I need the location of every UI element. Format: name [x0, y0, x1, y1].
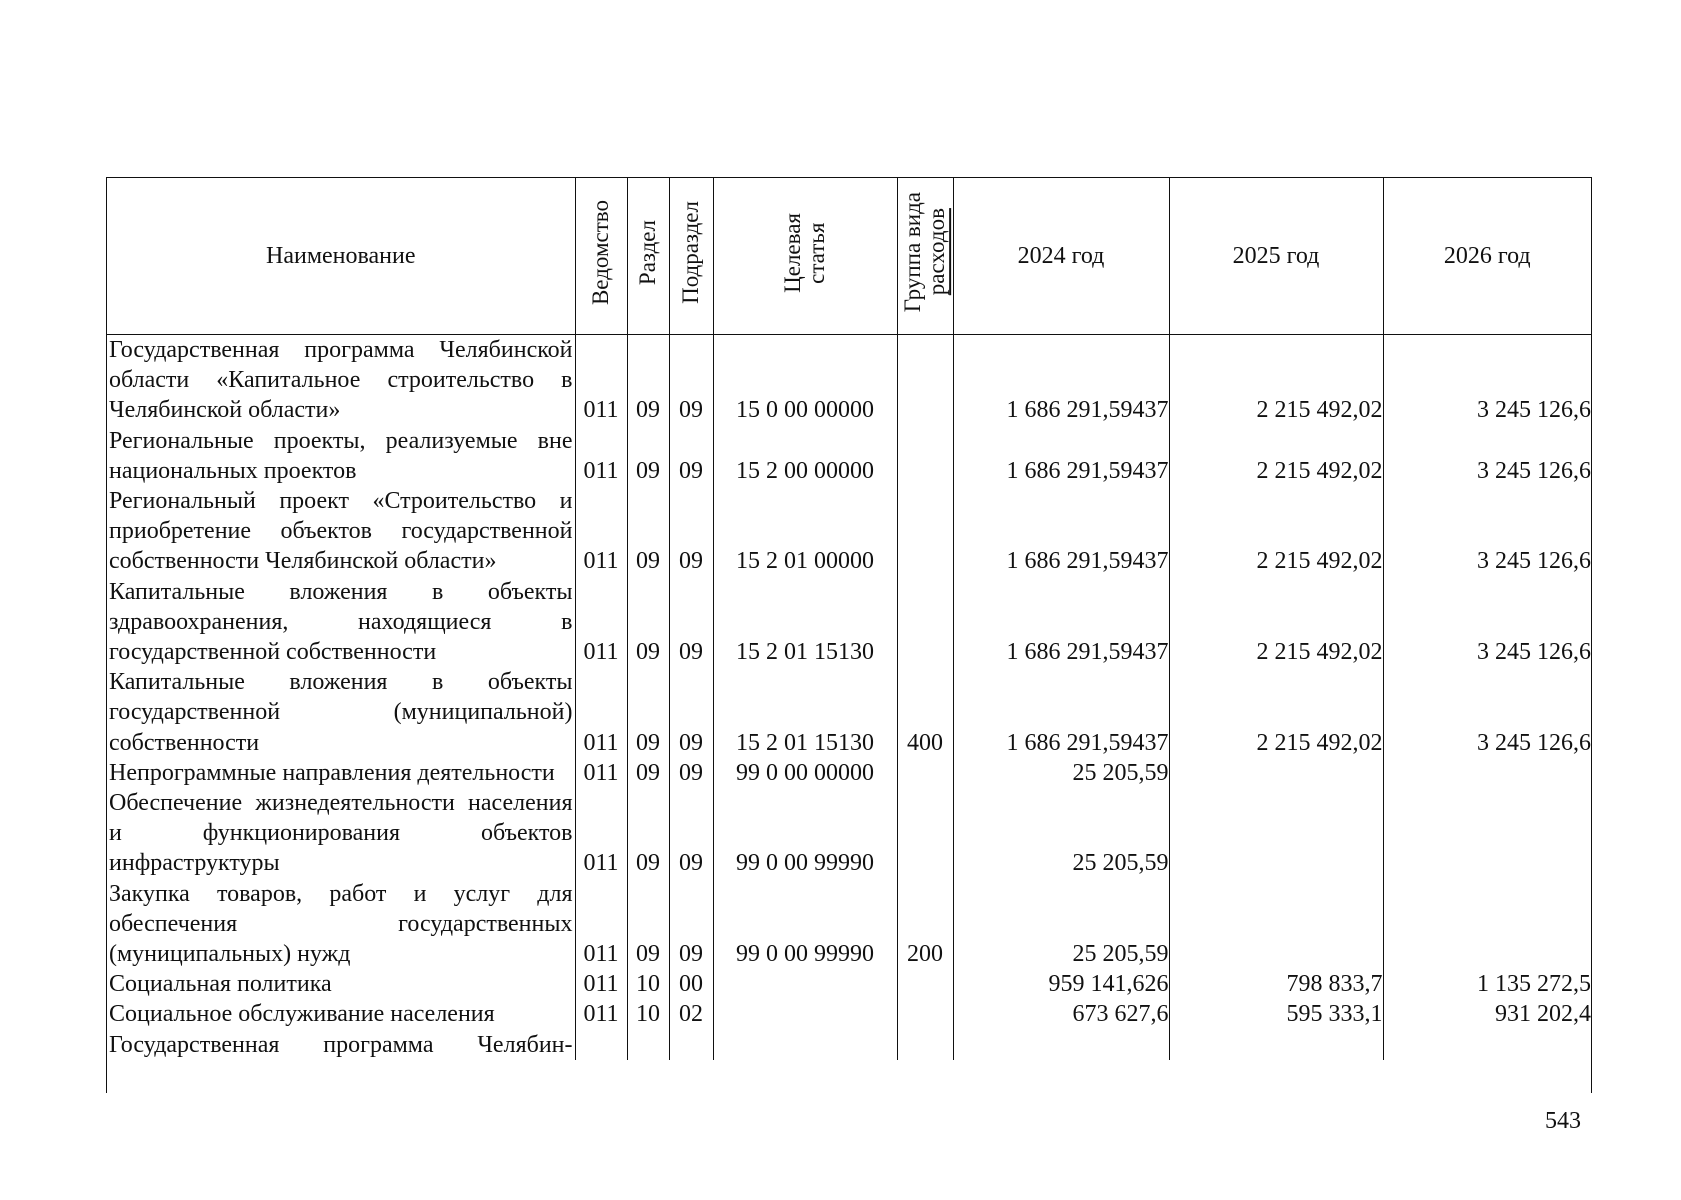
row-target: 15 2 01 15130 [713, 667, 897, 758]
header-dept: Ведомство [575, 178, 627, 335]
row-section: 09 [627, 879, 669, 970]
header-2024: 2024 год [953, 178, 1169, 335]
row-section: 09 [627, 788, 669, 879]
row-target [713, 969, 897, 999]
row-name: Обеспечение жизнедеятельности населения и функционирования объектов инфраструктуры [109, 790, 573, 877]
row-2024: 1 686 291,59437 [953, 335, 1169, 426]
row-subsection: 02 [669, 999, 713, 1029]
row-group [897, 335, 953, 426]
row-dept: 011 [575, 335, 627, 426]
table-row [107, 969, 1591, 999]
row-name: Региональный проект «Строительство и приобретение объектов государственной собственности Челябинской области» [109, 488, 573, 575]
row-group [897, 426, 953, 486]
row-name: Капитальные вложения в объекты здравоохранения, находящиеся в государственной собственности [109, 578, 573, 666]
budget-table-sheet [106, 177, 1592, 1093]
row-subsection: 09 [669, 426, 713, 486]
row-subsection [669, 1030, 713, 1060]
row-2026 [1383, 788, 1591, 879]
header-subsection: Подраздел [669, 178, 713, 335]
row-2025: 2 215 492,02 [1169, 486, 1383, 577]
row-group [897, 577, 953, 668]
row-2026: 931 202,4 [1383, 999, 1591, 1029]
row-subsection: 09 [669, 758, 713, 788]
table-row [107, 1030, 1591, 1060]
row-dept: 011 [575, 577, 627, 668]
row-target [713, 1030, 897, 1060]
row-dept: 011 [575, 879, 627, 970]
budget-table [107, 178, 1591, 1060]
row-name: Государственная программа Челябин- [109, 1031, 573, 1058]
row-section: 09 [627, 335, 669, 426]
row-2024 [953, 1030, 1169, 1060]
row-2025 [1169, 788, 1383, 879]
row-section [627, 1030, 669, 1060]
row-subsection: 09 [669, 486, 713, 577]
header-section: Раздел [627, 178, 669, 335]
row-2024: 25 205,59 [953, 788, 1169, 879]
table-row [107, 486, 1591, 577]
row-dept: 011 [575, 486, 627, 577]
row-subsection: 09 [669, 577, 713, 668]
row-name: Капитальные вложения в объекты государственной (муниципальной) собственности [109, 669, 573, 756]
row-dept: 011 [575, 999, 627, 1029]
row-subsection: 09 [669, 667, 713, 758]
table-row [107, 577, 1591, 668]
header-2026: 2026 год [1383, 178, 1591, 335]
row-dept [575, 1030, 627, 1060]
table-row [107, 879, 1591, 970]
table-row [107, 426, 1591, 486]
row-dept: 011 [575, 788, 627, 879]
row-group [897, 999, 953, 1029]
row-name: Социальное обслуживание населения [109, 1001, 495, 1028]
row-name: Социальная политика [109, 971, 332, 998]
row-section: 09 [627, 486, 669, 577]
row-2026: 3 245 126,6 [1383, 486, 1591, 577]
header-target: Целевая статья [713, 178, 897, 335]
row-section: 09 [627, 577, 669, 668]
row-2025 [1169, 879, 1383, 970]
row-2026 [1383, 758, 1591, 788]
row-group: 200 [897, 879, 953, 970]
row-2025: 2 215 492,02 [1169, 335, 1383, 426]
row-dept: 011 [575, 758, 627, 788]
row-name: Государственная программа Челябинской области «Капитальное строительство в Челябинской области» [109, 337, 573, 424]
header-group: Группа вида расходов [897, 178, 953, 335]
row-group [897, 788, 953, 879]
row-group [897, 758, 953, 788]
row-2025 [1169, 758, 1383, 788]
row-2024: 1 686 291,59437 [953, 426, 1169, 486]
row-2025: 2 215 492,02 [1169, 577, 1383, 668]
row-2025 [1169, 1030, 1383, 1060]
row-section: 09 [627, 426, 669, 486]
table-row [107, 758, 1591, 788]
table-row [107, 788, 1591, 879]
row-2024: 1 686 291,59437 [953, 486, 1169, 577]
table-row [107, 335, 1591, 426]
row-subsection: 09 [669, 335, 713, 426]
table-row [107, 999, 1591, 1029]
row-2026: 3 245 126,6 [1383, 426, 1591, 486]
page-number: 543 [1545, 1108, 1581, 1134]
row-target: 99 0 00 99990 [713, 879, 897, 970]
row-2025: 2 215 492,02 [1169, 667, 1383, 758]
row-2024: 1 686 291,59437 [953, 667, 1169, 758]
row-2026: 3 245 126,6 [1383, 667, 1591, 758]
row-section: 09 [627, 758, 669, 788]
row-2024: 25 205,59 [953, 879, 1169, 970]
row-target [713, 999, 897, 1029]
row-2026: 1 135 272,5 [1383, 969, 1591, 999]
row-2025: 798 833,7 [1169, 969, 1383, 999]
row-group [897, 1030, 953, 1060]
row-2025: 2 215 492,02 [1169, 426, 1383, 486]
row-target: 99 0 00 00000 [713, 758, 897, 788]
row-group [897, 486, 953, 577]
row-section: 10 [627, 999, 669, 1029]
row-2024: 673 627,6 [953, 999, 1169, 1029]
row-target: 15 0 00 00000 [713, 335, 897, 426]
row-name: Закупка товаров, работ и услуг для обеспечения государственных (муниципальных) нужд [109, 880, 573, 968]
row-section: 10 [627, 969, 669, 999]
row-target: 99 0 00 99990 [713, 788, 897, 879]
row-2026 [1383, 879, 1591, 970]
row-name: Непрограммные направления деятельности [109, 759, 555, 786]
table-row [107, 667, 1591, 758]
row-2024: 1 686 291,59437 [953, 577, 1169, 668]
header-2025: 2025 год [1169, 178, 1383, 335]
row-dept: 011 [575, 667, 627, 758]
row-name: Региональные проекты, реализуемые вне национальных проектов [109, 427, 573, 484]
row-dept: 011 [575, 969, 627, 999]
row-subsection: 00 [669, 969, 713, 999]
row-2026 [1383, 1030, 1591, 1060]
row-subsection: 09 [669, 879, 713, 970]
header-name: Наименование [107, 178, 575, 335]
row-2024: 959 141,626 [953, 969, 1169, 999]
row-section: 09 [627, 667, 669, 758]
row-2025: 595 333,1 [1169, 999, 1383, 1029]
row-2026: 3 245 126,6 [1383, 577, 1591, 668]
row-dept: 011 [575, 426, 627, 486]
row-group: 400 [897, 667, 953, 758]
row-target: 15 2 01 00000 [713, 486, 897, 577]
header-row [107, 178, 1591, 335]
row-group [897, 969, 953, 999]
row-2026: 3 245 126,6 [1383, 335, 1591, 426]
row-target: 15 2 01 15130 [713, 577, 897, 668]
row-2024: 25 205,59 [953, 758, 1169, 788]
row-target: 15 2 00 00000 [713, 426, 897, 486]
row-subsection: 09 [669, 788, 713, 879]
